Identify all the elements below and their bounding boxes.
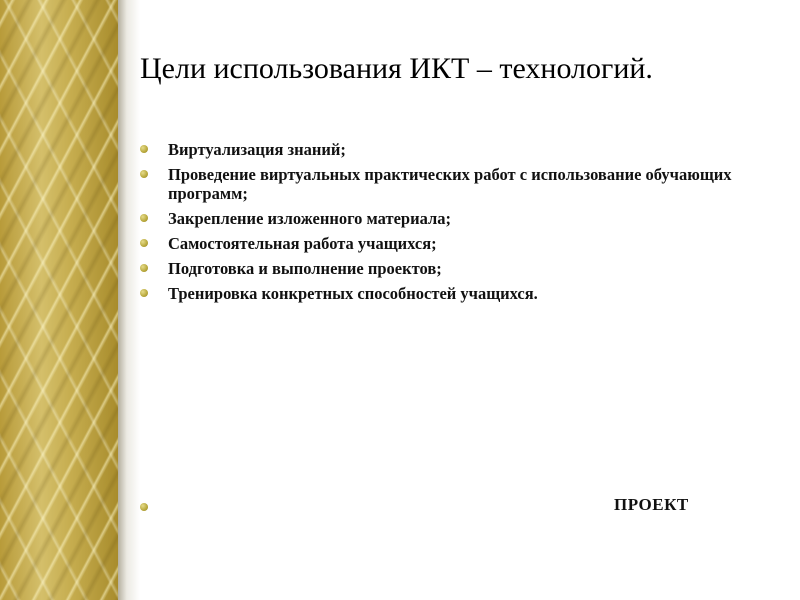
bullet-item — [140, 165, 740, 203]
band-shadow — [118, 0, 140, 600]
bullet-item — [140, 140, 740, 159]
bullet-dot-icon — [140, 264, 148, 272]
bullet-text: Подготовка и выполнение проектов; — [168, 259, 442, 278]
bullet-list — [140, 140, 740, 309]
bullet-text: Проведение виртуальных практических работ с использование обучающих программ; — [168, 165, 732, 203]
bullet-dot-icon — [140, 214, 148, 222]
bullet-text: Виртуализация знаний; — [168, 140, 346, 159]
decorative-gold-band — [0, 0, 118, 600]
bullet-text: Закрепление изложенного материала; — [168, 209, 451, 228]
bullet-dot-icon — [140, 170, 148, 178]
bullet-item — [140, 234, 740, 253]
slide-title: Цели использования ИКТ – технологий. — [140, 52, 653, 85]
bullet-item — [140, 259, 740, 278]
bullet-text: Тренировка конкретных способностей учащихся. — [168, 284, 538, 303]
bullet-item — [140, 209, 740, 228]
footer-bullet-icon — [140, 503, 148, 511]
bullet-item — [140, 284, 740, 303]
bullet-dot-icon — [140, 239, 148, 247]
bullet-dot-icon — [140, 289, 148, 297]
footer-label: ПРОЕКТ — [614, 495, 689, 514]
bullet-text: Самостоятельная работа учащихся; — [168, 234, 437, 253]
bullet-dot-icon — [140, 145, 148, 153]
